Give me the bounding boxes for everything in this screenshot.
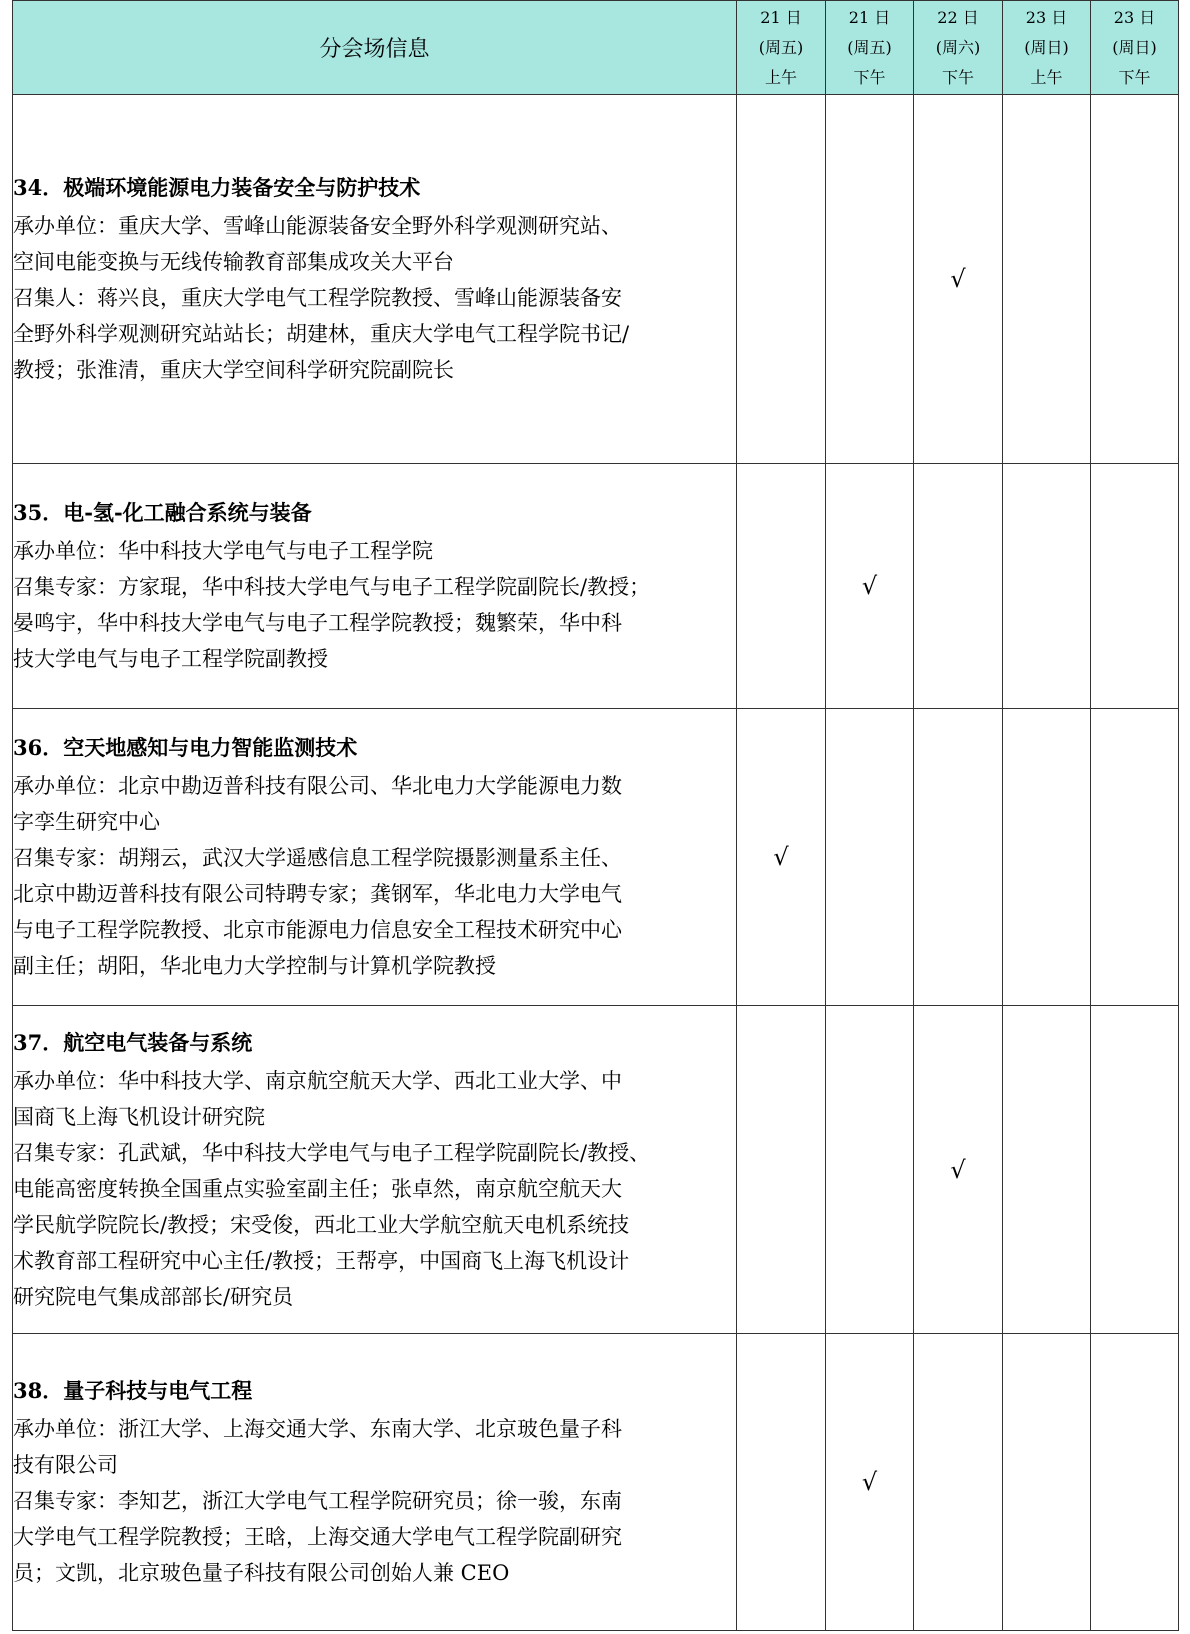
- slot-cell-3: [1003, 1334, 1091, 1631]
- slot-cell-0: [737, 709, 826, 1006]
- slot-cell-4: [1091, 464, 1179, 709]
- slot-weekday: (周六): [935, 37, 981, 57]
- slot-cell-1: [826, 464, 914, 709]
- session-info-cell: [13, 464, 737, 709]
- session-detail-line: 承办单位：华中科技大学电气与电子工程学院: [13, 539, 433, 563]
- session-detail-line: 召集专家：孔武斌，华中科技大学电气与电子工程学院副院长/教授、: [13, 1140, 651, 1165]
- check-mark-icon: √: [950, 265, 966, 293]
- slot-period: 下午: [1118, 67, 1151, 87]
- session-title: 38．量子科技与电气工程: [13, 1378, 253, 1403]
- session-info-cell: [13, 709, 737, 1006]
- session-detail-line: 教授；张淮清，重庆大学空间科学研究院副院长: [13, 358, 454, 382]
- session-detail-line: 电能高密度转换全国重点实验室副主任；张卓然，南京航空航天大: [13, 1176, 622, 1201]
- header-slot-2: [914, 1, 1003, 95]
- session-info-cell: [13, 95, 737, 464]
- slot-cell-1: [826, 709, 914, 1006]
- check-mark-icon: √: [861, 1468, 878, 1496]
- slot-cell-4: [1091, 709, 1179, 1006]
- session-detail-line: 北京中勘迈普科技有限公司特聘专家；龚钢军，华北电力大学电气: [13, 882, 622, 906]
- slot-period: 下午: [941, 67, 974, 87]
- slot-cell-4: [1091, 95, 1179, 464]
- slot-cell-1: [826, 95, 914, 464]
- session-detail-line: 召集专家：方家琨，华中科技大学电气与电子工程学院副院长/教授；: [13, 575, 651, 599]
- slot-cell-2: [914, 95, 1003, 464]
- header-slot-1: [826, 1, 914, 95]
- session-detail-line: 承办单位：华中科技大学、南京航空航天大学、西北工业大学、中: [13, 1068, 622, 1093]
- session-detail-line: 术教育部工程研究中心主任/教授；王帮亭，中国商飞上海飞机设计: [13, 1248, 630, 1273]
- slot-cell-0: [737, 1006, 826, 1334]
- slot-weekday: (周五): [847, 37, 892, 57]
- check-mark-icon: √: [861, 572, 878, 600]
- slot-cell-2: [914, 464, 1003, 709]
- session-detail-line: 承办单位：北京中勘迈普科技有限公司、华北电力大学能源电力数: [13, 774, 622, 798]
- session-detail-line: 技大学电气与电子工程学院副教授: [13, 647, 328, 671]
- session-row-34: [13, 95, 1179, 464]
- session-detail-line: 国商飞上海飞机设计研究院: [13, 1104, 265, 1129]
- slot-date: 23 日: [1025, 7, 1068, 27]
- slot-date: 22 日: [937, 7, 979, 27]
- header-slot-0: [737, 1, 826, 95]
- slot-cell-4: [1091, 1334, 1179, 1631]
- slot-date: 21 日: [760, 7, 802, 27]
- slot-weekday: (周五): [758, 37, 804, 57]
- session-title: 35．电-氢-化工融合系统与装备: [13, 500, 312, 525]
- session-detail-line: 召集专家：胡翔云，武汉大学遥感信息工程学院摄影测量系主任、: [13, 846, 622, 870]
- session-detail-line: 大学电气工程学院教授；王晗，上海交通大学电气工程学院副研究: [13, 1525, 622, 1549]
- session-row-37: [13, 1006, 1179, 1334]
- session-row-36: [13, 709, 1179, 1006]
- check-mark-icon: √: [773, 843, 789, 871]
- session-detail-line: 研究院电气集成部部长/研究员: [13, 1284, 294, 1309]
- session-title: 36．空天地感知与电力智能监测技术: [13, 735, 358, 760]
- slot-cell-4: [1091, 1006, 1179, 1334]
- slot-cell-3: [1003, 95, 1091, 464]
- session-detail-line: 晏鸣宇，华中科技大学电气与电子工程学院教授；魏繁荣，华中科: [13, 611, 622, 635]
- slot-cell-0: [737, 464, 826, 709]
- slot-cell-0: [737, 95, 826, 464]
- session-detail-line: 召集专家：李知艺，浙江大学电气工程学院研究员；徐一骏，东南: [13, 1489, 622, 1513]
- session-detail-line: 全野外科学观测研究站站长；胡建林，重庆大学电气工程学院书记/: [13, 322, 630, 346]
- slot-cell-3: [1003, 1006, 1091, 1334]
- slot-cell-3: [1003, 464, 1091, 709]
- slot-period: 下午: [853, 67, 886, 87]
- slot-cell-1: [826, 1334, 914, 1631]
- header-slot-4: [1091, 1, 1179, 95]
- session-detail-line: 技有限公司: [13, 1453, 118, 1477]
- slot-cell-2: [914, 709, 1003, 1006]
- session-detail-line: 员；文凯，北京玻色量子科技有限公司创始人兼 CEO: [13, 1561, 510, 1585]
- slot-period: 上午: [1030, 67, 1063, 87]
- session-title: 37．航空电气装备与系统: [13, 1029, 253, 1055]
- slot-weekday: (周日): [1112, 37, 1157, 57]
- session-detail-line: 空间电能变换与无线传输教育部集成攻关大平台: [13, 250, 454, 274]
- session-detail-line: 承办单位：浙江大学、上海交通大学、东南大学、北京玻色量子科: [13, 1417, 622, 1441]
- slot-date: 23 日: [1113, 7, 1156, 27]
- session-detail-line: 与电子工程学院教授、北京市能源电力信息安全工程技术研究中心: [13, 918, 622, 942]
- slot-cell-0: [737, 1334, 826, 1631]
- header-session-info: 分会场信息: [13, 1, 737, 95]
- header-slot-3: [1003, 1, 1091, 95]
- session-schedule-table: [12, 0, 1179, 1631]
- session-detail-line: 学民航学院院长/教授；宋受俊，西北工业大学航空航天电机系统技: [13, 1212, 630, 1237]
- session-row-38: [13, 1334, 1179, 1631]
- check-mark-icon: √: [950, 1155, 966, 1184]
- slot-date: 21 日: [848, 7, 891, 27]
- session-info-cell: [13, 1006, 737, 1334]
- session-detail-line: 字孪生研究中心: [13, 810, 160, 834]
- header-row: [13, 1, 1179, 95]
- slot-period: 上午: [764, 67, 797, 87]
- slot-cell-3: [1003, 709, 1091, 1006]
- session-detail-line: 召集人：蒋兴良，重庆大学电气工程学院教授、雪峰山能源装备安: [13, 286, 622, 310]
- session-detail-line: 承办单位：重庆大学、雪峰山能源装备安全野外科学观测研究站、: [13, 214, 622, 238]
- session-info-cell: [13, 1334, 737, 1631]
- session-detail-line: 副主任；胡阳，华北电力大学控制与计算机学院教授: [13, 954, 496, 978]
- session-row-35: [13, 464, 1179, 709]
- session-title: 34．极端环境能源电力装备安全与防护技术: [13, 175, 421, 200]
- slot-cell-1: [826, 1006, 914, 1334]
- slot-weekday: (周日): [1024, 37, 1069, 57]
- slot-cell-2: [914, 1334, 1003, 1631]
- slot-cell-2: [914, 1006, 1003, 1334]
